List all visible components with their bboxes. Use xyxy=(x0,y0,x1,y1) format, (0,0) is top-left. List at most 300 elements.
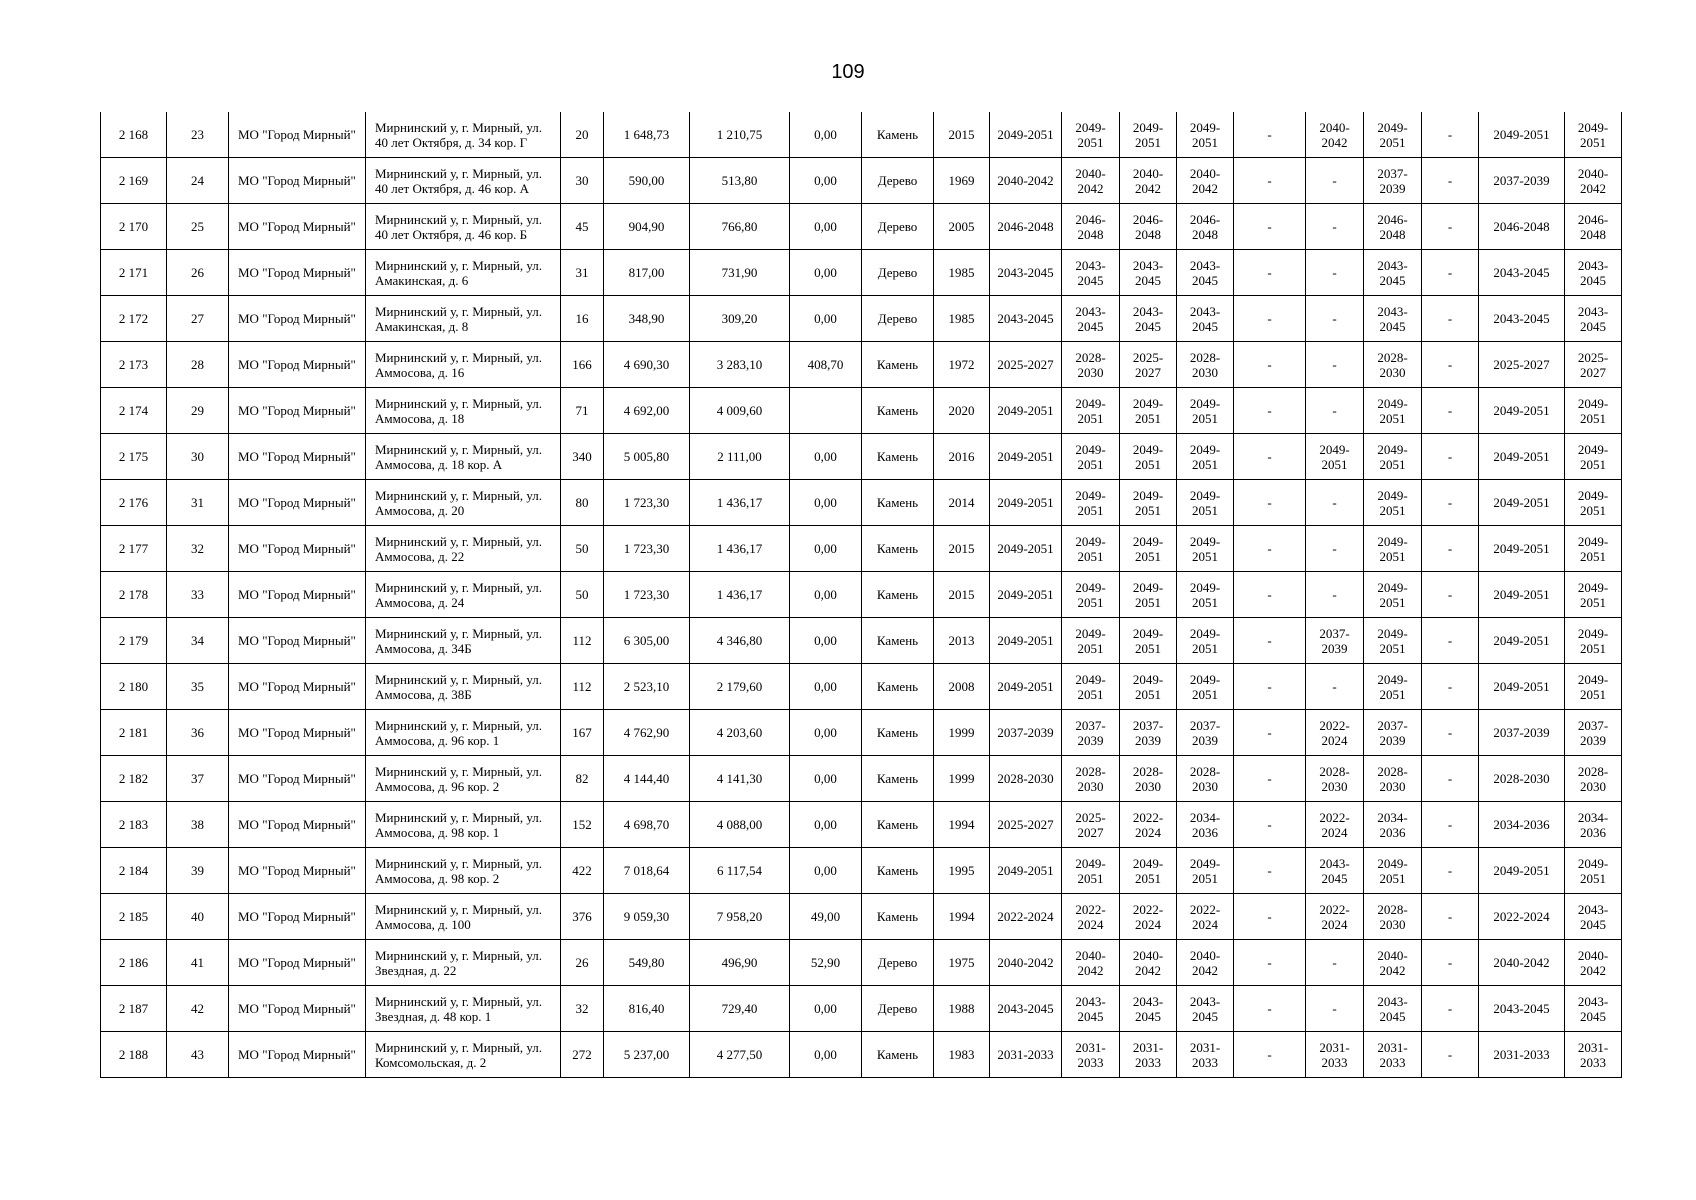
cell-period-10: 2040-2042 xyxy=(1565,158,1622,204)
cell-period-10: 2049-2051 xyxy=(1565,618,1622,664)
cell-period-2: 2043-2045 xyxy=(1062,250,1120,296)
cell-period-6: 2040-2042 xyxy=(1306,112,1364,158)
cell-period-10: 2043-2045 xyxy=(1565,894,1622,940)
cell-period-7: 2043-2045 xyxy=(1364,250,1422,296)
cell-nonresidential-area: 0,00 xyxy=(790,664,862,710)
cell-period-4: 2037-2039 xyxy=(1177,710,1234,756)
cell-total-area: 590,00 xyxy=(604,158,690,204)
cell-period-9: 2049-2051 xyxy=(1479,848,1565,894)
cell-period-3: 2040-2042 xyxy=(1120,940,1177,986)
cell-municipality: МО "Город Мирный" xyxy=(229,894,366,940)
cell-period-3: 2037-2039 xyxy=(1120,710,1177,756)
cell-period-5: - xyxy=(1234,986,1306,1032)
cell-address: Мирнинский у, г. Мирный, ул. Аммосова, д. 100 xyxy=(366,894,561,940)
cell-construction-year: 1995 xyxy=(934,848,990,894)
cell-municipality: МО "Город Мирный" xyxy=(229,250,366,296)
cell-row-number: 2 172 xyxy=(101,296,167,342)
cell-row-number: 2 185 xyxy=(101,894,167,940)
cell-construction-year: 2015 xyxy=(934,526,990,572)
cell-address: Мирнинский у, г. Мирный, ул. Аммосова, д. 38Б xyxy=(366,664,561,710)
cell-period-6: - xyxy=(1306,986,1364,1032)
cell-period-6: 2022-2024 xyxy=(1306,710,1364,756)
cell-period-2: 2049-2051 xyxy=(1062,434,1120,480)
cell-period-3: 2049-2051 xyxy=(1120,572,1177,618)
cell-period-10: 2043-2045 xyxy=(1565,250,1622,296)
cell-item-number: 23 xyxy=(167,112,229,158)
cell-residents: 112 xyxy=(561,664,604,710)
cell-address: Мирнинский у, г. Мирный, ул. Аммосова, д. 20 xyxy=(366,480,561,526)
cell-municipality: МО "Город Мирный" xyxy=(229,618,366,664)
cell-item-number: 37 xyxy=(167,756,229,802)
cell-period-5: - xyxy=(1234,802,1306,848)
cell-period-8: - xyxy=(1422,710,1479,756)
cell-period-7: 2049-2051 xyxy=(1364,664,1422,710)
cell-period-8: - xyxy=(1422,204,1479,250)
cell-item-number: 43 xyxy=(167,1032,229,1078)
cell-period-8: - xyxy=(1422,986,1479,1032)
cell-period-2: 2022-2024 xyxy=(1062,894,1120,940)
cell-nonresidential-area: 0,00 xyxy=(790,158,862,204)
cell-item-number: 35 xyxy=(167,664,229,710)
cell-residents: 30 xyxy=(561,158,604,204)
cell-total-area: 1 723,30 xyxy=(604,480,690,526)
cell-total-area: 1 723,30 xyxy=(604,526,690,572)
cell-wall-material: Дерево xyxy=(862,296,934,342)
table-row xyxy=(101,940,1622,986)
cell-municipality: МО "Город Мирный" xyxy=(229,664,366,710)
cell-municipality: МО "Город Мирный" xyxy=(229,526,366,572)
cell-period-10: 2028-2030 xyxy=(1565,756,1622,802)
cell-period-1: 2049-2051 xyxy=(990,848,1062,894)
cell-period-2: 2049-2051 xyxy=(1062,112,1120,158)
cell-period-1: 2028-2030 xyxy=(990,756,1062,802)
table-row xyxy=(101,296,1622,342)
cell-wall-material: Камень xyxy=(862,894,934,940)
cell-wall-material: Дерево xyxy=(862,158,934,204)
cell-period-4: 2040-2042 xyxy=(1177,940,1234,986)
cell-period-1: 2037-2039 xyxy=(990,710,1062,756)
cell-municipality: МО "Город Мирный" xyxy=(229,434,366,480)
cell-residents: 20 xyxy=(561,112,604,158)
cell-period-1: 2040-2042 xyxy=(990,940,1062,986)
cell-period-8: - xyxy=(1422,618,1479,664)
cell-period-10: 2046-2048 xyxy=(1565,204,1622,250)
cell-row-number: 2 187 xyxy=(101,986,167,1032)
cell-period-8: - xyxy=(1422,112,1479,158)
cell-period-5: - xyxy=(1234,434,1306,480)
cell-municipality: МО "Город Мирный" xyxy=(229,848,366,894)
cell-residents: 152 xyxy=(561,802,604,848)
cell-period-1: 2043-2045 xyxy=(990,296,1062,342)
cell-period-3: 2049-2051 xyxy=(1120,664,1177,710)
cell-construction-year: 1999 xyxy=(934,756,990,802)
table-row xyxy=(101,434,1622,480)
cell-period-7: 2049-2051 xyxy=(1364,848,1422,894)
cell-period-10: 2049-2051 xyxy=(1565,664,1622,710)
cell-period-5: - xyxy=(1234,618,1306,664)
cell-address: Мирнинский у, г. Мирный, ул. Комсомольская, д. 2 xyxy=(366,1032,561,1078)
cell-address: Мирнинский у, г. Мирный, ул. Аммосова, д. 96 кор. 2 xyxy=(366,756,561,802)
cell-nonresidential-area: 0,00 xyxy=(790,204,862,250)
cell-address: Мирнинский у, г. Мирный, ул. Аммосова, д. 98 кор. 2 xyxy=(366,848,561,894)
cell-address: Мирнинский у, г. Мирный, ул. Аммосова, д. 16 xyxy=(366,342,561,388)
cell-item-number: 31 xyxy=(167,480,229,526)
cell-period-7: 2049-2051 xyxy=(1364,480,1422,526)
cell-period-1: 2043-2045 xyxy=(990,986,1062,1032)
cell-item-number: 41 xyxy=(167,940,229,986)
cell-period-1: 2049-2051 xyxy=(990,572,1062,618)
cell-period-8: - xyxy=(1422,526,1479,572)
cell-period-5: - xyxy=(1234,894,1306,940)
cell-wall-material: Камень xyxy=(862,572,934,618)
cell-period-4: 2049-2051 xyxy=(1177,618,1234,664)
cell-period-7: 2049-2051 xyxy=(1364,112,1422,158)
cell-period-1: 2025-2027 xyxy=(990,802,1062,848)
cell-municipality: МО "Город Мирный" xyxy=(229,342,366,388)
cell-address: Мирнинский у, г. Мирный, ул. Аммосова, д. 34Б xyxy=(366,618,561,664)
cell-period-4: 2049-2051 xyxy=(1177,572,1234,618)
cell-item-number: 40 xyxy=(167,894,229,940)
buildings-table xyxy=(100,112,1622,1078)
cell-construction-year: 1994 xyxy=(934,894,990,940)
cell-municipality: МО "Город Мирный" xyxy=(229,1032,366,1078)
cell-period-9: 2037-2039 xyxy=(1479,158,1565,204)
cell-item-number: 33 xyxy=(167,572,229,618)
cell-period-9: 2049-2051 xyxy=(1479,618,1565,664)
cell-period-3: 2043-2045 xyxy=(1120,250,1177,296)
cell-period-7: 2031-2033 xyxy=(1364,1032,1422,1078)
cell-period-10: 2049-2051 xyxy=(1565,526,1622,572)
cell-period-3: 2022-2024 xyxy=(1120,894,1177,940)
cell-municipality: МО "Город Мирный" xyxy=(229,986,366,1032)
cell-period-9: 2049-2051 xyxy=(1479,388,1565,434)
cell-nonresidential-area: 0,00 xyxy=(790,480,862,526)
cell-period-1: 2049-2051 xyxy=(990,664,1062,710)
table-row xyxy=(101,756,1622,802)
cell-row-number: 2 174 xyxy=(101,388,167,434)
cell-total-area: 4 698,70 xyxy=(604,802,690,848)
cell-period-9: 2049-2051 xyxy=(1479,112,1565,158)
cell-period-10: 2043-2045 xyxy=(1565,296,1622,342)
cell-period-8: - xyxy=(1422,756,1479,802)
cell-total-area: 904,90 xyxy=(604,204,690,250)
cell-residents: 50 xyxy=(561,526,604,572)
cell-construction-year: 2005 xyxy=(934,204,990,250)
cell-period-2: 2049-2051 xyxy=(1062,388,1120,434)
cell-period-7: 2040-2042 xyxy=(1364,940,1422,986)
cell-total-area: 7 018,64 xyxy=(604,848,690,894)
cell-period-9: 2046-2048 xyxy=(1479,204,1565,250)
cell-address: Мирнинский у, г. Мирный, ул. Амакинская, д. 6 xyxy=(366,250,561,296)
cell-total-area: 9 059,30 xyxy=(604,894,690,940)
cell-period-5: - xyxy=(1234,296,1306,342)
cell-period-3: 2025-2027 xyxy=(1120,342,1177,388)
cell-period-4: 2043-2045 xyxy=(1177,986,1234,1032)
cell-period-8: - xyxy=(1422,342,1479,388)
cell-residents: 166 xyxy=(561,342,604,388)
cell-period-7: 2049-2051 xyxy=(1364,618,1422,664)
cell-period-6: - xyxy=(1306,480,1364,526)
cell-period-3: 2049-2051 xyxy=(1120,618,1177,664)
cell-period-9: 2034-2036 xyxy=(1479,802,1565,848)
cell-period-4: 2034-2036 xyxy=(1177,802,1234,848)
cell-period-8: - xyxy=(1422,296,1479,342)
cell-row-number: 2 188 xyxy=(101,1032,167,1078)
cell-period-5: - xyxy=(1234,388,1306,434)
cell-period-2: 2049-2051 xyxy=(1062,526,1120,572)
cell-living-area: 4 277,50 xyxy=(690,1032,790,1078)
cell-nonresidential-area: 49,00 xyxy=(790,894,862,940)
cell-period-9: 2043-2045 xyxy=(1479,296,1565,342)
cell-period-2: 2028-2030 xyxy=(1062,342,1120,388)
cell-period-9: 2049-2051 xyxy=(1479,526,1565,572)
cell-row-number: 2 184 xyxy=(101,848,167,894)
cell-period-3: 2049-2051 xyxy=(1120,388,1177,434)
cell-period-1: 2046-2048 xyxy=(990,204,1062,250)
cell-period-3: 2049-2051 xyxy=(1120,526,1177,572)
cell-period-1: 2049-2051 xyxy=(990,388,1062,434)
cell-residents: 50 xyxy=(561,572,604,618)
cell-municipality: МО "Город Мирный" xyxy=(229,572,366,618)
cell-total-area: 4 762,90 xyxy=(604,710,690,756)
cell-period-1: 2040-2042 xyxy=(990,158,1062,204)
cell-address: Мирнинский у, г. Мирный, ул. Звездная, д. 48 кор. 1 xyxy=(366,986,561,1032)
cell-period-9: 2022-2024 xyxy=(1479,894,1565,940)
cell-wall-material: Дерево xyxy=(862,204,934,250)
cell-total-area: 1 648,73 xyxy=(604,112,690,158)
table-row xyxy=(101,480,1622,526)
cell-item-number: 38 xyxy=(167,802,229,848)
cell-item-number: 29 xyxy=(167,388,229,434)
cell-living-area: 3 283,10 xyxy=(690,342,790,388)
cell-period-4: 2049-2051 xyxy=(1177,480,1234,526)
cell-wall-material: Камень xyxy=(862,112,934,158)
cell-wall-material: Дерево xyxy=(862,940,934,986)
cell-period-3: 2043-2045 xyxy=(1120,986,1177,1032)
cell-wall-material: Камень xyxy=(862,480,934,526)
cell-period-6: - xyxy=(1306,664,1364,710)
cell-total-area: 816,40 xyxy=(604,986,690,1032)
cell-living-area: 513,80 xyxy=(690,158,790,204)
cell-residents: 340 xyxy=(561,434,604,480)
cell-wall-material: Камень xyxy=(862,802,934,848)
cell-row-number: 2 173 xyxy=(101,342,167,388)
cell-nonresidential-area: 0,00 xyxy=(790,112,862,158)
cell-period-6: 2022-2024 xyxy=(1306,802,1364,848)
table-row xyxy=(101,204,1622,250)
cell-period-1: 2049-2051 xyxy=(990,480,1062,526)
cell-period-5: - xyxy=(1234,1032,1306,1078)
cell-residents: 26 xyxy=(561,940,604,986)
cell-period-8: - xyxy=(1422,388,1479,434)
cell-residents: 80 xyxy=(561,480,604,526)
cell-total-area: 4 144,40 xyxy=(604,756,690,802)
cell-wall-material: Камень xyxy=(862,756,934,802)
cell-wall-material: Дерево xyxy=(862,250,934,296)
cell-construction-year: 2020 xyxy=(934,388,990,434)
cell-construction-year: 1994 xyxy=(934,802,990,848)
cell-period-9: 2043-2045 xyxy=(1479,250,1565,296)
cell-period-2: 2049-2051 xyxy=(1062,572,1120,618)
cell-period-7: 2043-2045 xyxy=(1364,296,1422,342)
cell-municipality: МО "Город Мирный" xyxy=(229,940,366,986)
cell-period-2: 2028-2030 xyxy=(1062,756,1120,802)
cell-municipality: МО "Город Мирный" xyxy=(229,756,366,802)
cell-period-5: - xyxy=(1234,480,1306,526)
cell-period-6: - xyxy=(1306,296,1364,342)
cell-period-10: 2037-2039 xyxy=(1565,710,1622,756)
cell-period-7: 2028-2030 xyxy=(1364,342,1422,388)
cell-address: Мирнинский у, г. Мирный, ул. Аммосова, д. 22 xyxy=(366,526,561,572)
cell-period-7: 2037-2039 xyxy=(1364,710,1422,756)
cell-period-10: 2025-2027 xyxy=(1565,342,1622,388)
cell-period-6: 2049-2051 xyxy=(1306,434,1364,480)
cell-period-9: 2043-2045 xyxy=(1479,986,1565,1032)
cell-period-8: - xyxy=(1422,1032,1479,1078)
cell-construction-year: 1975 xyxy=(934,940,990,986)
cell-living-area: 4 203,60 xyxy=(690,710,790,756)
cell-nonresidential-area: 0,00 xyxy=(790,618,862,664)
cell-living-area: 1 436,17 xyxy=(690,526,790,572)
cell-period-9: 2049-2051 xyxy=(1479,572,1565,618)
cell-residents: 31 xyxy=(561,250,604,296)
cell-period-7: 2046-2048 xyxy=(1364,204,1422,250)
cell-period-6: 2022-2024 xyxy=(1306,894,1364,940)
cell-construction-year: 1985 xyxy=(934,296,990,342)
cell-period-2: 2049-2051 xyxy=(1062,664,1120,710)
cell-item-number: 27 xyxy=(167,296,229,342)
cell-period-6: - xyxy=(1306,204,1364,250)
cell-residents: 32 xyxy=(561,986,604,1032)
cell-total-area: 348,90 xyxy=(604,296,690,342)
cell-period-1: 2049-2051 xyxy=(990,618,1062,664)
cell-address: Мирнинский у, г. Мирный, ул. Аммосова, д. 96 кор. 1 xyxy=(366,710,561,756)
cell-period-2: 2040-2042 xyxy=(1062,940,1120,986)
cell-period-7: 2028-2030 xyxy=(1364,894,1422,940)
cell-period-8: - xyxy=(1422,940,1479,986)
cell-nonresidential-area: 0,00 xyxy=(790,572,862,618)
cell-item-number: 34 xyxy=(167,618,229,664)
cell-construction-year: 2016 xyxy=(934,434,990,480)
table-row xyxy=(101,848,1622,894)
cell-construction-year: 2013 xyxy=(934,618,990,664)
cell-item-number: 25 xyxy=(167,204,229,250)
cell-row-number: 2 171 xyxy=(101,250,167,296)
cell-period-8: - xyxy=(1422,158,1479,204)
cell-residents: 45 xyxy=(561,204,604,250)
cell-living-area: 4 009,60 xyxy=(690,388,790,434)
cell-municipality: МО "Город Мирный" xyxy=(229,112,366,158)
cell-period-5: - xyxy=(1234,158,1306,204)
cell-period-6: - xyxy=(1306,158,1364,204)
cell-period-4: 2043-2045 xyxy=(1177,250,1234,296)
cell-construction-year: 1969 xyxy=(934,158,990,204)
cell-construction-year: 1999 xyxy=(934,710,990,756)
cell-nonresidential-area xyxy=(790,388,862,434)
cell-period-4: 2031-2033 xyxy=(1177,1032,1234,1078)
cell-wall-material: Камень xyxy=(862,618,934,664)
cell-period-3: 2049-2051 xyxy=(1120,434,1177,480)
cell-municipality: МО "Город Мирный" xyxy=(229,480,366,526)
cell-address: Мирнинский у, г. Мирный, ул. Звездная, д. 22 xyxy=(366,940,561,986)
cell-residents: 71 xyxy=(561,388,604,434)
cell-period-9: 2049-2051 xyxy=(1479,480,1565,526)
cell-period-3: 2049-2051 xyxy=(1120,848,1177,894)
cell-period-2: 2043-2045 xyxy=(1062,986,1120,1032)
cell-period-6: - xyxy=(1306,572,1364,618)
cell-wall-material: Камень xyxy=(862,664,934,710)
cell-period-10: 2049-2051 xyxy=(1565,388,1622,434)
cell-residents: 422 xyxy=(561,848,604,894)
cell-row-number: 2 169 xyxy=(101,158,167,204)
cell-address: Мирнинский у, г. Мирный, ул. Аммосова, д. 18 xyxy=(366,388,561,434)
cell-construction-year: 2015 xyxy=(934,572,990,618)
cell-period-3: 2031-2033 xyxy=(1120,1032,1177,1078)
cell-wall-material: Камень xyxy=(862,342,934,388)
cell-item-number: 26 xyxy=(167,250,229,296)
cell-living-area: 1 210,75 xyxy=(690,112,790,158)
cell-item-number: 30 xyxy=(167,434,229,480)
cell-nonresidential-area: 0,00 xyxy=(790,986,862,1032)
cell-period-1: 2043-2045 xyxy=(990,250,1062,296)
cell-living-area: 729,40 xyxy=(690,986,790,1032)
cell-nonresidential-area: 0,00 xyxy=(790,756,862,802)
cell-construction-year: 1972 xyxy=(934,342,990,388)
cell-period-10: 2049-2051 xyxy=(1565,112,1622,158)
cell-period-7: 2028-2030 xyxy=(1364,756,1422,802)
cell-period-5: - xyxy=(1234,940,1306,986)
cell-row-number: 2 170 xyxy=(101,204,167,250)
cell-living-area: 731,90 xyxy=(690,250,790,296)
cell-period-3: 2028-2030 xyxy=(1120,756,1177,802)
cell-period-7: 2043-2045 xyxy=(1364,986,1422,1032)
table-row xyxy=(101,710,1622,756)
cell-period-10: 2034-2036 xyxy=(1565,802,1622,848)
cell-period-9: 2025-2027 xyxy=(1479,342,1565,388)
cell-period-5: - xyxy=(1234,664,1306,710)
cell-period-2: 2049-2051 xyxy=(1062,848,1120,894)
cell-period-6: - xyxy=(1306,526,1364,572)
cell-item-number: 42 xyxy=(167,986,229,1032)
cell-period-5: - xyxy=(1234,342,1306,388)
cell-period-9: 2028-2030 xyxy=(1479,756,1565,802)
cell-period-4: 2028-2030 xyxy=(1177,342,1234,388)
cell-period-5: - xyxy=(1234,756,1306,802)
cell-period-1: 2022-2024 xyxy=(990,894,1062,940)
cell-period-10: 2040-2042 xyxy=(1565,940,1622,986)
cell-period-5: - xyxy=(1234,710,1306,756)
cell-period-3: 2043-2045 xyxy=(1120,296,1177,342)
cell-period-1: 2031-2033 xyxy=(990,1032,1062,1078)
cell-period-6: 2031-2033 xyxy=(1306,1032,1364,1078)
cell-period-2: 2049-2051 xyxy=(1062,618,1120,664)
cell-period-2: 2043-2045 xyxy=(1062,296,1120,342)
cell-period-3: 2022-2024 xyxy=(1120,802,1177,848)
cell-period-8: - xyxy=(1422,434,1479,480)
cell-period-5: - xyxy=(1234,204,1306,250)
cell-total-area: 6 305,00 xyxy=(604,618,690,664)
cell-period-5: - xyxy=(1234,112,1306,158)
cell-nonresidential-area: 0,00 xyxy=(790,848,862,894)
cell-living-area: 1 436,17 xyxy=(690,480,790,526)
cell-wall-material: Дерево xyxy=(862,986,934,1032)
cell-living-area: 4 141,30 xyxy=(690,756,790,802)
cell-residents: 16 xyxy=(561,296,604,342)
cell-period-4: 2049-2051 xyxy=(1177,434,1234,480)
cell-address: Мирнинский у, г. Мирный, ул. 40 лет Октября, д. 46 кор. Б xyxy=(366,204,561,250)
cell-period-4: 2022-2024 xyxy=(1177,894,1234,940)
table-row xyxy=(101,986,1622,1032)
